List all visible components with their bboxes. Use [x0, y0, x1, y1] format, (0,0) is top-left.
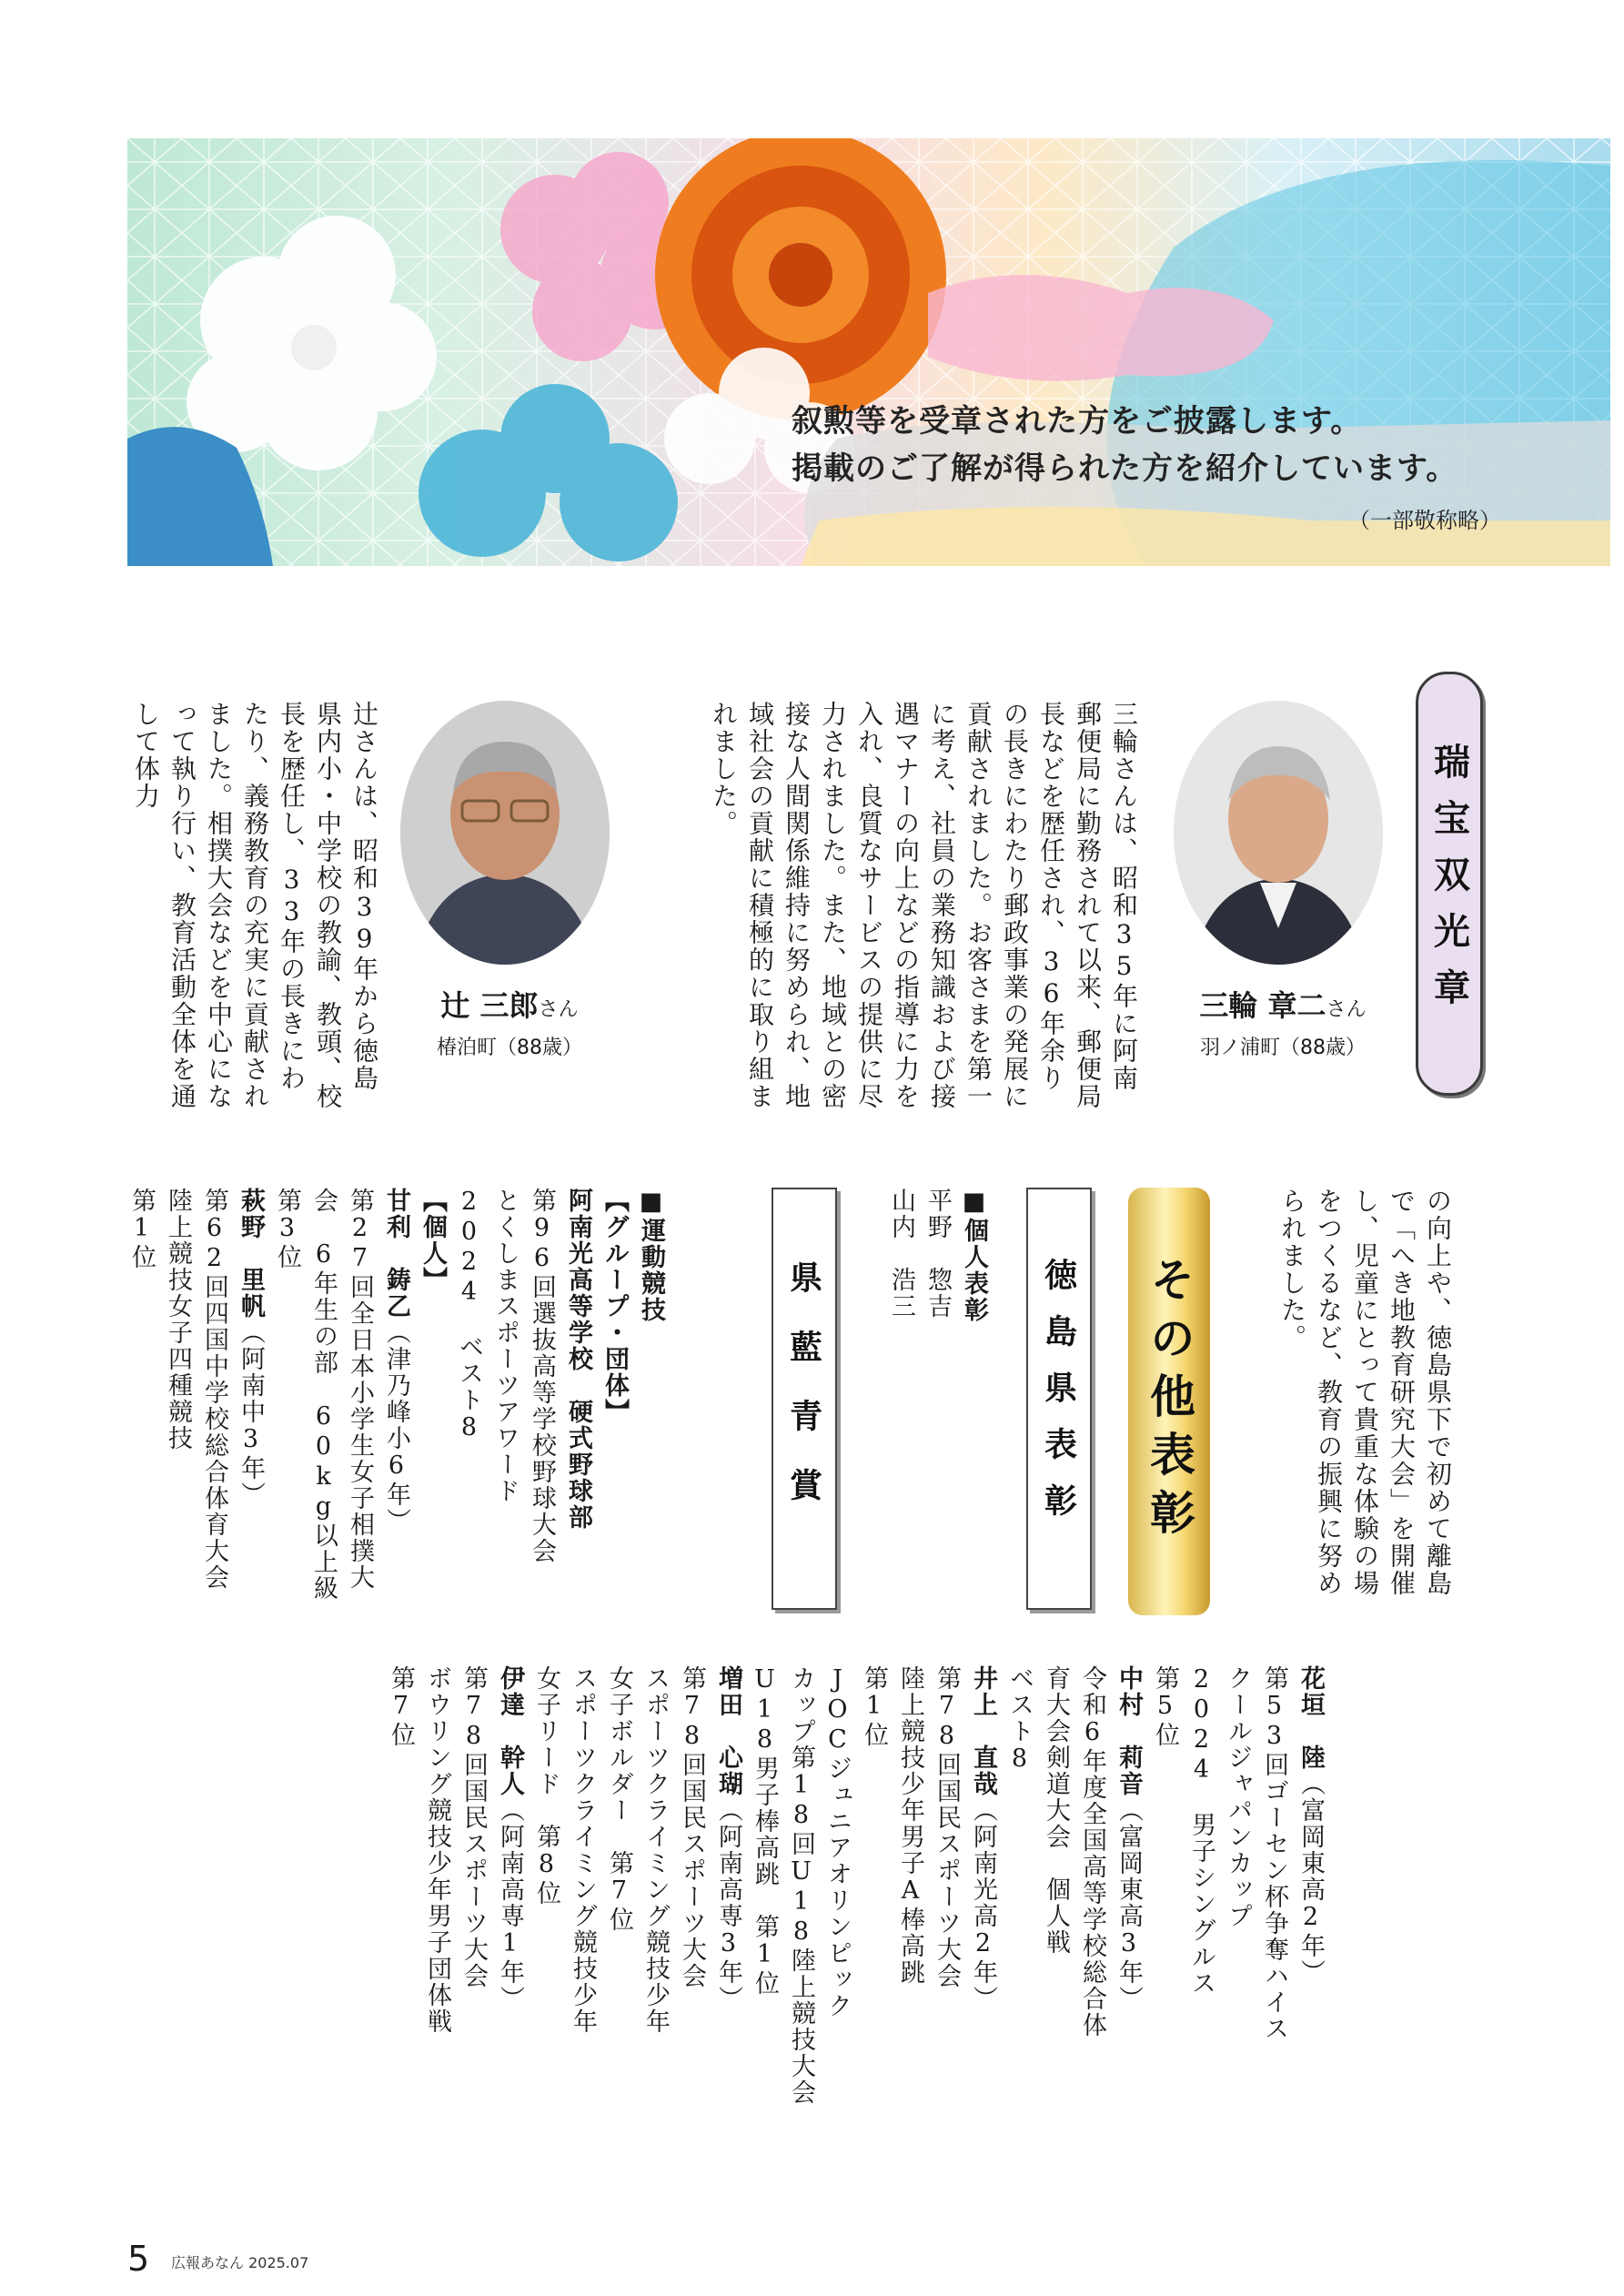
body-text-tsuji-continued: の向上や、徳島県下で初めて離島で「へき地教育研究大会」を開催し、児童にとって貴重な体験の場をつくるなど、教育の振興に努められました。 — [1277, 1188, 1453, 1597]
award-list-lower — [382, 1665, 1328, 2175]
person-name-miwa: 三輪 章二 — [1199, 988, 1326, 1023]
lower-2-line-5: カップ第18回U18陸上競技大会 — [787, 1665, 815, 2106]
lower-2-school: （阿南光高2年） — [969, 1797, 997, 2012]
lower-0-line-3: 2024 男子シングルス — [1187, 1665, 1215, 1997]
lower-3-line-4: スポーツクライミング競技少年 — [569, 1665, 597, 2035]
ransei-p2-school: （阿南中3年） — [237, 1320, 265, 1508]
lower-4-school: （阿南高専1年） — [496, 1797, 524, 2012]
page-number: 5 — [127, 2239, 150, 2279]
lower-3-line-2: スポーツクライミング競技少年 — [641, 1665, 670, 2035]
person-town-miwa: 羽ノ浦町（88歳） — [1200, 1037, 1366, 1059]
person-icon — [1174, 701, 1383, 965]
lower-2-line-4: JOCジュニアオリンピック — [823, 1665, 852, 2019]
lower-3-school: （阿南高専3年） — [714, 1797, 742, 2012]
person-name-tsuji: 辻 三郎 — [440, 988, 539, 1023]
ransei-p1-name: 甘利 鋳乙 — [382, 1188, 410, 1320]
publication-name: 広報あなん 2025.07 — [171, 2254, 309, 2271]
ransei-award-list — [123, 1188, 669, 1624]
banner-line2: 掲載のご了解が得られた方を紹介しています。 — [792, 450, 1458, 487]
honorific-tsuji: さん — [538, 998, 579, 1021]
ransei-p1-line-2: 会 6年生の部 60kg以上級 — [309, 1188, 338, 1602]
portrait-tsuji — [400, 701, 610, 965]
ransei-p1-school: （津乃峰小6年） — [382, 1320, 410, 1534]
honorific-miwa: さん — [1326, 998, 1367, 1021]
lower-0-school: （富岡東高2年） — [1296, 1771, 1325, 1986]
ransei-p1-line-1: 第27回全日本小学生女子相撲大 — [346, 1188, 374, 1591]
person-town-tsuji: 椿泊町（88歳） — [437, 1037, 582, 1059]
section-title-zuiho-soukoushou: 瑞宝双光章 — [1416, 672, 1483, 1096]
ransei-group-name: 阿南光高等学校 硬式野球部 — [564, 1188, 592, 1531]
section-title-ransei-award: 県藍青賞 — [772, 1188, 837, 1610]
lower-0-line-2: クールジャパンカップ — [1224, 1665, 1252, 1929]
lower-1-line-3: ベスト8 — [1005, 1665, 1034, 1775]
lower-1-line-2: 育大会剣道大会 個人戦 — [1042, 1665, 1070, 1956]
tokushima-heading: ■個人表彰 — [960, 1188, 988, 1323]
lower-4-line-1: 第78回国民スポーツ大会 — [459, 1665, 488, 1989]
lower-2-line-6: U18男子棒高跳 第1位 — [751, 1665, 779, 1997]
lower-3-line-5: 女子リード 第8位 — [532, 1665, 560, 1907]
lower-2-line-1: 第78回国民スポーツ大会 — [933, 1665, 961, 1989]
award-entry-masuda — [710, 1665, 746, 2175]
lower-4-line-3: 第7位 — [387, 1665, 415, 1748]
body-text-miwa: 三輪さんは、昭和35年に阿南郵便局に勤務されて以来、郵便局長などを歴任され、36年余りの長きにわたり郵政事業の発展に貢献されました。お客さまを第一に考え、社員の業務知識および接遇マナーの向上などの指導に力を入れ、良質なサービスの提供に尽力されました。また、地域との密接な人間関係維持に努められ、地域社会の貢献に積極的に取り組まれました。 — [709, 701, 1139, 1110]
lower-3-line-3: 女子ボルダー 第7位 — [605, 1665, 633, 1933]
lower-1-school: （富岡東高3年） — [1115, 1797, 1143, 2012]
lower-0-line-4: 第5位 — [1151, 1665, 1179, 1748]
section-title-tokushima-award: 徳島県表彰 — [1026, 1188, 1092, 1610]
banner-message — [792, 398, 1592, 492]
ransei-p1-line-3: 第3位 — [273, 1188, 301, 1270]
lower-2-name: 井上 直哉 — [969, 1665, 997, 1797]
lower-0-name: 花垣 陸 — [1296, 1665, 1325, 1771]
ransei-p2-line-1: 第62回四国中学校総合体育大会 — [200, 1188, 228, 1591]
tokushima-person-1: 平野 惣吉 — [923, 1188, 952, 1320]
award-entry-inoue — [964, 1665, 1001, 2175]
ransei-p1 — [378, 1188, 414, 1624]
lower-4-name: 伊達 幹人 — [496, 1665, 524, 1797]
tokushima-award-list — [883, 1188, 992, 1615]
header-banner — [127, 138, 1610, 566]
lower-2-line-2: 陸上競技少年男子A棒高跳 — [896, 1665, 924, 1986]
award-entry-nakamura — [1110, 1665, 1146, 2175]
person-icon — [400, 701, 610, 965]
tokushima-person-2: 山内 浩三 — [887, 1188, 915, 1320]
ransei-group-heading: 【グループ・団体】 — [600, 1188, 629, 1425]
lower-3-name: 増田 心瑚 — [714, 1665, 742, 1797]
ransei-p2-line-2: 陸上競技女子四種競技 — [164, 1188, 192, 1451]
banner-note: （一部敬称略） — [1348, 508, 1501, 533]
banner-line1: 叙勲等を受章された方をご披露します。 — [792, 403, 1363, 440]
name-block-tsuji — [382, 983, 637, 1060]
lower-4-line-2: ボウリング競技少年男子団体戦 — [423, 1665, 451, 2035]
ransei-individual-heading: 【個人】 — [419, 1188, 447, 1293]
ransei-group-line-1: 第96回選抜高等学校野球大会 — [528, 1188, 556, 1564]
body-text-tsuji: 辻さんは、昭和39年から徳島県内小・中学校の教諭、教頭、校長を歴任し、33年の長きにわたり、義務教育の充実に貢献されました。相撲大会などを中心になって執り行い、教育活動全体を通して体力 — [131, 701, 379, 1110]
lower-1-line-1: 令和6年度全国高等学校総合体 — [1078, 1665, 1106, 2038]
ransei-group-line-2: とくしまスポーツアワード — [491, 1188, 519, 1504]
lower-1-name: 中村 莉音 — [1115, 1665, 1143, 1797]
award-entry-hanagaki — [1292, 1665, 1328, 2175]
ransei-p2-line-3: 第1位 — [127, 1188, 156, 1270]
lower-3-line-1: 第78回国民スポーツ大会 — [678, 1665, 706, 1989]
ransei-p2-name: 萩野 里帆 — [237, 1188, 265, 1320]
name-block-miwa — [1155, 983, 1410, 1060]
section-title-other-awards: その他表彰 — [1128, 1188, 1210, 1615]
lower-0-line-1: 第53回ゴーセン杯争奪ハイス — [1260, 1665, 1288, 2042]
ransei-p2 — [232, 1188, 268, 1624]
ransei-group-line-3: 2024 ベスト8 — [455, 1188, 483, 1443]
lower-2-line-3: 第1位 — [860, 1665, 888, 1748]
award-entry-date — [491, 1665, 528, 2175]
ransei-heading: ■運動競技 — [637, 1188, 665, 1323]
portrait-miwa — [1174, 701, 1383, 965]
